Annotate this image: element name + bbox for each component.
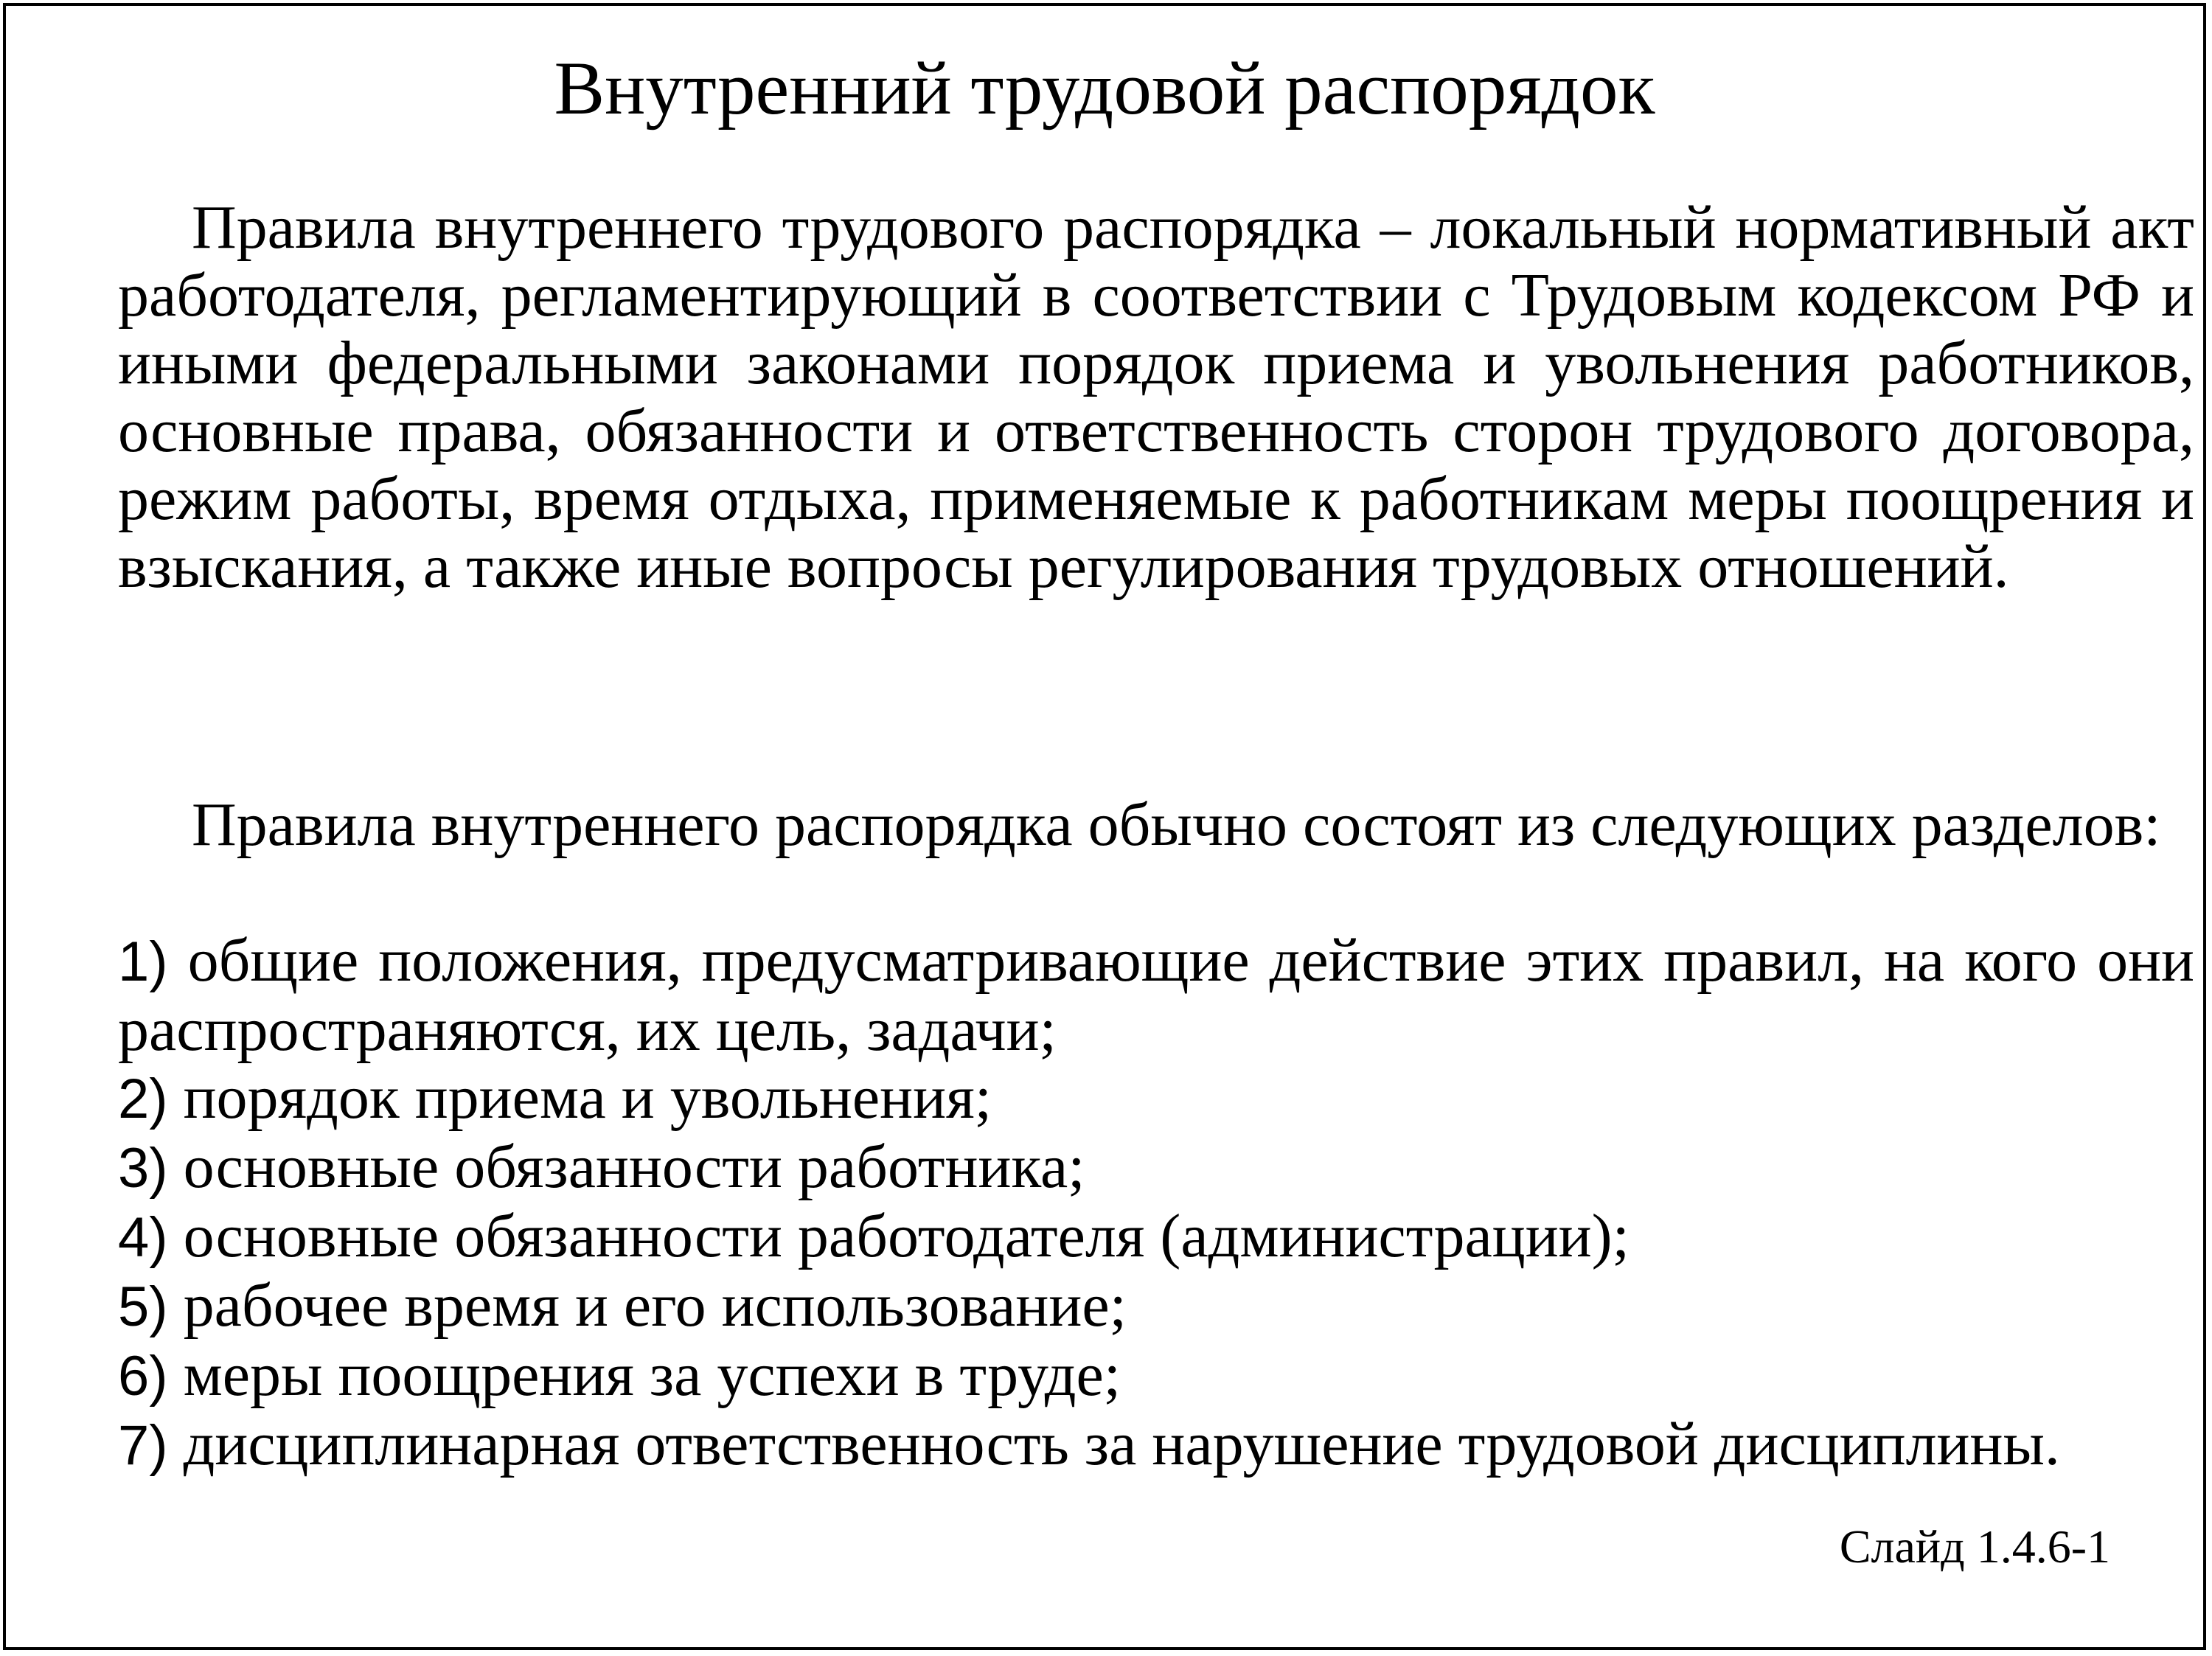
- list-item-text: порядок приема и увольнения;: [183, 1063, 992, 1132]
- sections-intro-paragraph: Правила внутреннего распорядка обычно состоят из следующих разделов:: [192, 790, 2161, 859]
- list-item-number: 4): [118, 1206, 168, 1269]
- definition-paragraph: Правила внутреннего трудового распорядка – локальный нормативный акт работодателя, регламентирующий в соответствии с Трудовым кодексом РФ и иными федеральными законами порядок приема и увольнения работников, основные права, обязанности и ответственность сторон трудового договора, режим работы, время отдыха, применяемые к работникам меры поощрения и взыскания, а также иные вопросы регулирования трудовых отношений.: [118, 193, 2194, 601]
- list-item-number: 2): [118, 1068, 168, 1130]
- list-item: [118, 1272, 2194, 1341]
- list-item-number: 6): [118, 1345, 168, 1408]
- list-item: [118, 1341, 2194, 1410]
- list-item-number: 5): [118, 1276, 168, 1338]
- list-item-text: основные обязанности работника;: [183, 1133, 1085, 1201]
- list-item: [118, 1203, 2194, 1272]
- list-item-text: рабочее время и его использование;: [183, 1271, 1127, 1340]
- list-item-number: 1): [118, 930, 168, 993]
- list-item: [118, 1064, 2194, 1133]
- slide-title: Внутренний трудовой распорядок: [554, 46, 1655, 131]
- sections-list: [118, 927, 2194, 1480]
- list-item-text: меры поощрения за успехи в труде;: [183, 1340, 1121, 1409]
- list-item-text: общие положения, предусматривающие действие этих правил, на кого они распространяются, их цель, задачи;: [118, 926, 2195, 1064]
- slide-number: Слайд 1.4.6-1: [1839, 1520, 2110, 1573]
- slide-frame: [3, 3, 2206, 1650]
- list-item-text: основные обязанности работодателя (администрации);: [183, 1202, 1630, 1270]
- list-item: [118, 1133, 2194, 1203]
- list-item-number: 3): [118, 1137, 168, 1200]
- list-item-number: 7): [118, 1414, 168, 1477]
- list-item-text: дисциплинарная ответственность за нарушение трудовой дисциплины.: [183, 1410, 2060, 1478]
- list-item: [118, 927, 2194, 1064]
- list-item: [118, 1410, 2194, 1480]
